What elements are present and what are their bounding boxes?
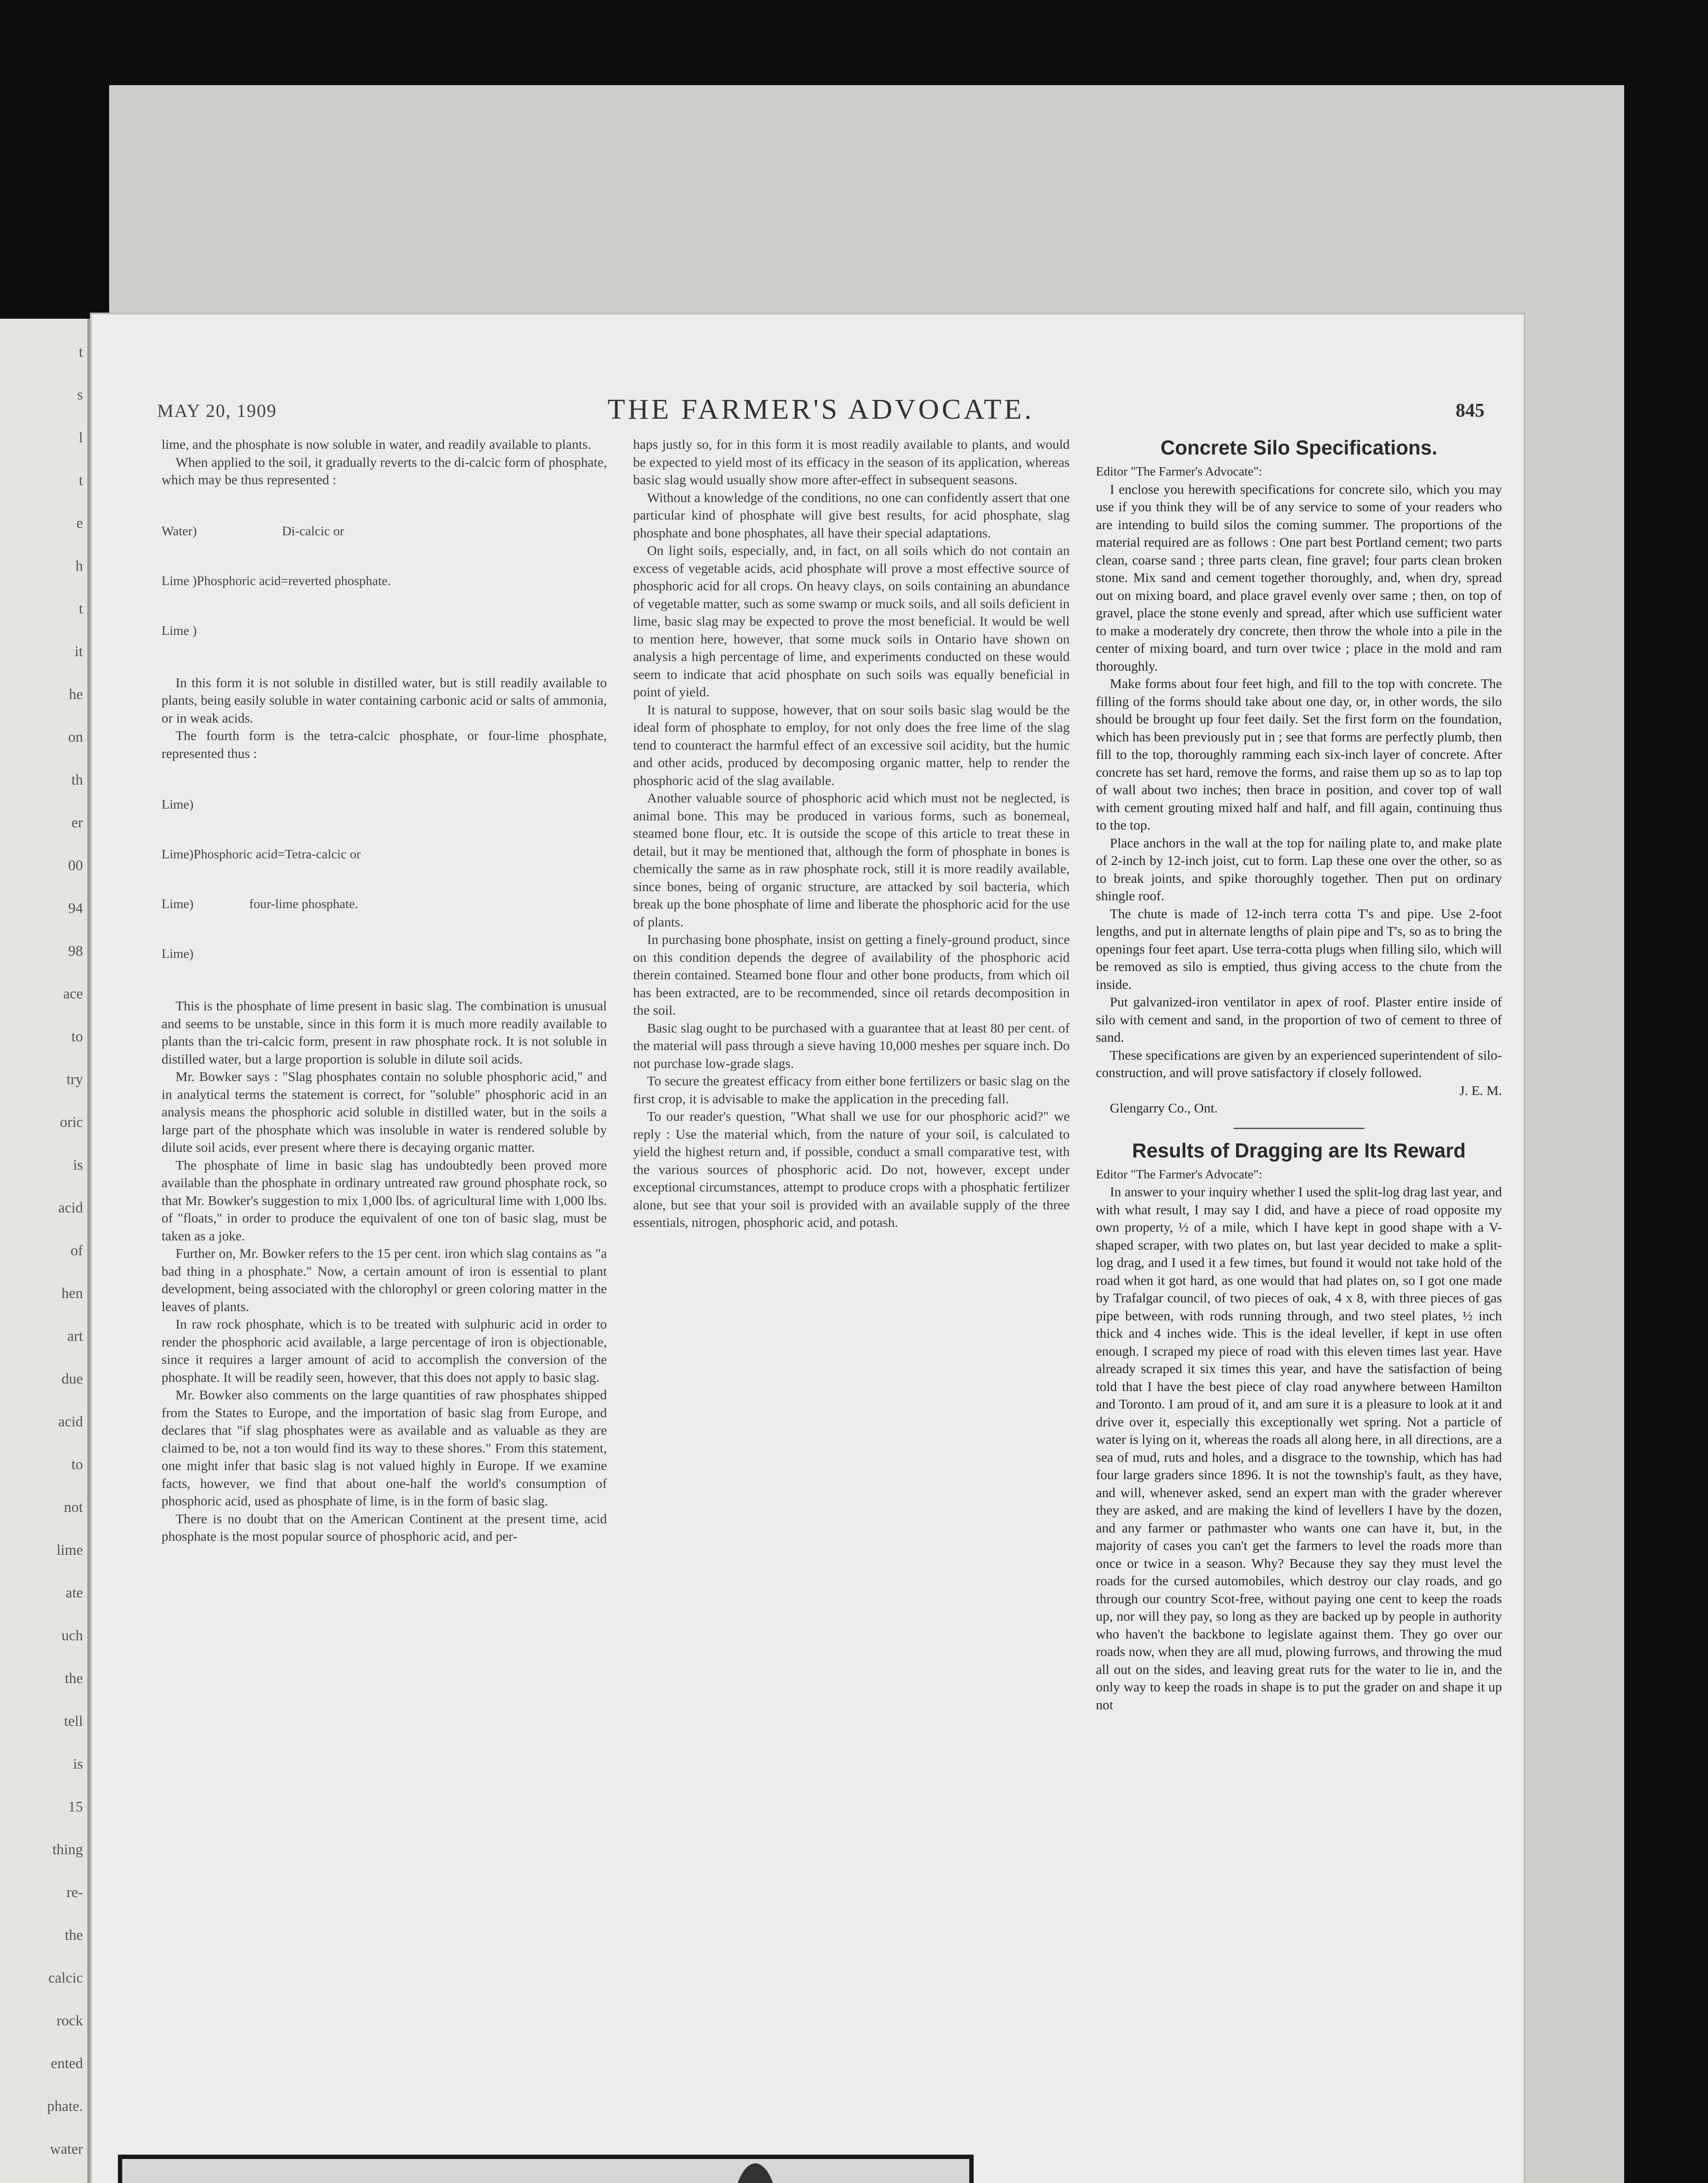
paragraph: This is the phosphate of lime present in basic slag. The combination is unusual and seems to be unstable, since in this form it is much more readily available to plants than the tri-calcic form, present in raw phosphate rock. It is not soluble in distilled water, but a large proportion is soluble in dilute soil acids. bbox=[162, 998, 607, 1067]
paragraph: I enclose you herewith specifications for concrete silo, which you may use if you think they will be of any service to some of your readers who are intending to build silos the coming summer. The proportions of the material required are as follows : One part best Portland cement; two parts clean, coarse sand ; three parts clean, fine gravel; four parts clean broken stone. Mix sand and cement together thoroughly, and, when dry, spread out on mixing board, and place gravel evenly over same ; then, on top of gravel, place the stone evenly and spread, after which use sufficient water to make a moderately dry concrete, then throw the whole into a pile in the center of mixing board, and turn over twice ; place in the mold and ram thoroughly. bbox=[1096, 481, 1502, 674]
paragraph: There is no doubt that on the American Continent at the present time, acid phosphate is the most popular source of phosphoric acid, and per- bbox=[162, 1511, 607, 1544]
paragraph: Make forms about four feet high, and fill to the top with concrete. The filling of the forms should take about one day, or, in other words, the silo should be brought up four feet daily. Set the first form on the foundation, which has been previously put in ; see that forms are perfectly plumb, then fill to the top, thoroughly ramming each six-inch layer of concrete. After concrete has set hard, remove the forms, and raise them up so as to lap top of wall about two inches; then brace in position, and cover top of wall with cement grouting mixed half and half, and fill again, continuing thus to the top. bbox=[1096, 676, 1502, 833]
paragraph: Basic slag ought to be purchased with a guarantee that at least 80 per cent. of the material will pass through a sieve having 10,000 meshes per square inch. Do not purchase low-grade slags. bbox=[633, 1020, 1070, 1071]
margin-fragment: s bbox=[77, 387, 83, 403]
article-heading-silo: Concrete Silo Specifications. bbox=[1160, 436, 1437, 459]
paragraph: Place anchors in the wall at the top for nailing plate to, and make plate of 2-inch by 12-inch joist, cut to form. Lap these one over the other, so as to break joints, and spike thoroughly together. Then put on ordinary shingle roof. bbox=[1096, 835, 1502, 903]
margin-fragment: 98 bbox=[68, 943, 83, 959]
paragraph: Mr. Bowker also comments on the large quantities of raw phosphates shipped from the States to Europe, and the importation of basic slag from Europe, and declares that "if slag phosphates were as available and as valuable as they are claimed to be, not a ton would find its way to these shores." From this statement, one might infer that basic slag is not valued highly in Europe. If we examine facts, however, we find that about one-half the world's consumption of phosphoric acid, used as phosphate of lime, is in the form of basic slag. bbox=[162, 1387, 607, 1508]
paragraph: Further on, Mr. Bowker refers to the 15 per cent. iron which slag contains as "a bad thing in a phosphate." Now, a certain amount of iron is essential to plant development, being associated with the chlorophyl or green coloring matter in the leaves of plants. bbox=[162, 1246, 607, 1314]
margin-fragment: oric bbox=[60, 1114, 83, 1130]
paragraph: In raw rock phosphate, which is to be treated with sulphuric acid in order to render the phosphoric acid available, a large percentage of iron is objectionable, since it requires a larger amount of acid to accomplish the conversion of the phosphate. It will be readily seen, however, that this does not apply to basic slag. bbox=[162, 1316, 607, 1385]
margin-fragment: l bbox=[79, 430, 83, 446]
formula-line: Lime) bbox=[162, 797, 194, 812]
place-line: Glengarry Co., Ont. bbox=[1110, 1100, 1218, 1116]
formula-tetracalcic bbox=[162, 763, 607, 995]
margin-fragment: on bbox=[68, 729, 83, 745]
margin-fragment: of bbox=[70, 1243, 83, 1259]
paragraph: The fourth form is the tetra-calcic phosphate, or four-lime phosphate, represented thus : bbox=[162, 728, 607, 761]
editor-line: Editor "The Farmer's Advocate": bbox=[1096, 1167, 1262, 1181]
margin-fragment: the bbox=[65, 1927, 83, 1943]
paragraph: To our reader's question, "What shall we use for our phosphoric acid?" we reply : Use the material which, from the nature of your soil, is calculated to yield the highest return and, if possible, conduct a small comparative test, with the various sources of phosphoric acid. Do not, however, except under exceptional circumstances, attempt to produce crops with a phosphatic fertilizer alone, but see that your soil is provided with an available supply of the three essentials, nitrogen, phosphoric acid, and potash. bbox=[633, 1109, 1070, 1230]
page-number: 845 bbox=[1456, 399, 1484, 421]
newspaper-page bbox=[92, 314, 1524, 2183]
margin-fragment: to bbox=[71, 1456, 83, 1473]
paragraph: When applied to the soil, it gradually reverts to the di-calcic form of phosphate, which may be thus represented : bbox=[162, 454, 607, 487]
margin-fragment: calcic bbox=[48, 1970, 83, 1986]
margin-fragment: uch bbox=[61, 1628, 83, 1644]
article-heading-dragging: Results of Dragging are Its Reward bbox=[1132, 1139, 1466, 1162]
paragraph: In purchasing bone phosphate, insist on getting a finely-ground product, since on this condition depends the degree of availability of the phosphoric acid therein contained. Steamed bone flour and other bone products, from which oil has been extracted, are to be recommended, since oil retards decomposition in the soil. bbox=[633, 932, 1070, 1018]
margin-fragment: ace bbox=[63, 986, 83, 1002]
signature: J. E. M. bbox=[1459, 1082, 1502, 1098]
margin-fragment: lime bbox=[56, 1542, 83, 1558]
margin-fragment: ate bbox=[65, 1585, 83, 1601]
margin-fragment: the bbox=[65, 1670, 83, 1687]
editor-line: Editor "The Farmer's Advocate": bbox=[1096, 465, 1262, 479]
column-3 bbox=[1096, 436, 1502, 1714]
page-header bbox=[157, 393, 1484, 428]
paragraph: In this form it is not soluble in distilled water, but is still readily available to plants, being easily soluble in water containing carbonic acid or salts of ammonia, or in weak acids. bbox=[162, 675, 607, 726]
margin-fragment: he bbox=[69, 686, 83, 702]
margin-fragment: 00 bbox=[68, 857, 83, 874]
paragraph: To secure the greatest efficacy from either bone fertilizers or basic slag on the first crop, it is advisable to make the application in the preceding fall. bbox=[633, 1073, 1070, 1106]
paragraph: haps justly so, for in this form it is most readily available to plants, and would be expected to yield most of its efficacy in the season of its application, whereas basic slag would usually show more after-effect in subsequent seasons. bbox=[633, 437, 1070, 487]
margin-fragment: not bbox=[64, 1499, 83, 1515]
margin-fragment: try bbox=[66, 1071, 83, 1088]
formula-line: Lime) bbox=[162, 947, 194, 961]
column-1 bbox=[162, 436, 607, 1546]
paragraph: The phosphate of lime in basic slag has undoubtedly been proved more available than the phosphate in ordinary untreated raw ground phosphate rock, so that Mr. Bowker's suggestion to mix 1,000 lbs. of agricultural lime with 1,000 lbs. of "floats," in order to produce the equivalent of one ton of basic slag, must be taken as a joke. bbox=[162, 1157, 607, 1243]
paragraph: On light soils, especially, and, in fact, on all soils which do not contain an excess of vegetable acids, acid phosphate will prove a most effective source of phosphoric acid for all crops. On heavy clays, on soils containing an abundance of vegetable matter, such as some swamp or muck soils, and all soils deficient in lime, basic slag may be expected to prove the most beneficial. It would be well to mention here, however, that some muck soils in Ontario have shown on analysis a high percentage of lime, and experiments conducted on these would seem to indicate that acid phosphate on such soils was equally beneficial in point of yield. bbox=[633, 543, 1070, 699]
margin-fragment: e bbox=[76, 515, 83, 531]
paragraph: Put galvanized-iron ventilator in apex of roof. Plaster entire inside of silo with cement and sand, in the proportion of two of cement to three of sand. bbox=[1096, 994, 1502, 1045]
margin-fragment: t bbox=[79, 601, 83, 617]
margin-fragment: 15 bbox=[68, 1799, 83, 1815]
paragraph: In answer to your inquiry whether I used the split-log drag last year, and with what result, I may say I did, and have a piece of road opposite my own property, ½ of a mile, which I have kept in good shape with a V-shaped scraper, with two plates on, but last year decided to make a split-log drag, and I used it a few times, but found it would not take hold of the road when it got hard, as one would that had plates on, so I got one made by Trafalgar council, of two pieces of oak, 4 x 8, with three pieces of gas pipe between, with rods running through, and two steel plates, ½ inch thick and 4 inches wide. This is the ideal leveller, if kept in use often enough. I scraped my piece of road with this eleven times last year. Have already scraped it six times this year, and have the satisfaction of being told that I have the best piece of clay road anywhere between Hamilton and Toronto. I am proud of it, and am sure it is a pleasure to look at it and drive over it, especially this exceptionally wet spring. Not a particle of water is lying on it, whereas the roads all along here, in all directions, are a sea of mud, ruts and holes, and a disgrace to the township, which has had four large graders since 1896. It is not the township's fault, as they have, and will, whenever asked, send an expert man with the grader wherever they are asked, and are making the kind of levellers I have by the dozen, and any farmer or pathmaster who wants one can have it, but, in the majority of cases you can't get the farmers to level the roads more than once or twice in a season. Why? Because they say they must level the roads for the cursed automobiles, which destroy our clay roads, and go through our country Scot-free, without paying one cent to keep the roads up, nor will they pay, so long as they are backed up by people in authority who haven't the backbone to legislate against them. They go over our roads now, when they are all mud, plowing furrows, and throwing the mud all out on the sides, and leaving great ruts for the water to lie in, and the only way to keep the roads in shape is to put the grader on and shape it up not bbox=[1096, 1184, 1502, 1712]
margin-fragment: th bbox=[71, 772, 83, 788]
margin-fragment: er bbox=[71, 815, 83, 831]
margin-fragment: t bbox=[79, 344, 83, 360]
divider bbox=[1233, 1128, 1364, 1129]
margin-fragment: is bbox=[73, 1756, 83, 1772]
formula-line: Lime)Phosphoric acid=Tetra-calcic or bbox=[162, 847, 361, 861]
formula-line: Lime ) bbox=[162, 623, 197, 638]
margin-fragment: acid bbox=[58, 1414, 83, 1430]
margin-fragment: re- bbox=[66, 1884, 83, 1901]
paragraph: Without a knowledge of the conditions, no one can confidently assert that one particular kind of phosphate will give best results, for acid phosphate, slag phosphate and bone phosphates, all have their special adaptations. bbox=[633, 489, 1070, 541]
margin-fragment: t bbox=[79, 472, 83, 489]
margin-fragment: 94 bbox=[68, 900, 83, 916]
margin-fragment: it bbox=[75, 644, 83, 660]
margin-fragment: water bbox=[50, 2141, 83, 2157]
margin-fragment: is bbox=[73, 1157, 83, 1173]
margin-fragment: ented bbox=[51, 2056, 83, 2072]
paragraph: Another valuable source of phosphoric acid which must not be neglected, is animal bone. This may be produced in various forms, such as bonemeal, steamed bone flour, etc. It is outside the scope of this article to treat these in detail, but it may be mentioned that, although the form of phosphate in bones is chemically the same as in raw phosphate rock, still it is more readily available, since bones, being of organic structure, are attacked by soil bacteria, which break up the bone phosphate of lime and liberate the phosphoric acid for the use of plants. bbox=[633, 790, 1070, 930]
photo-image bbox=[118, 2155, 974, 2183]
paragraph: It is natural to suppose, however, that on sour soils basic slag would be the ideal form of phosphate to employ, for not only does the free lime of the slag tend to counteract the harmful effect of an excessive soil acidity, but the humic and other acids, produced by decomposing organic matter, help to render the phosphoric acid of the slag available. bbox=[633, 702, 1070, 788]
paragraph: Mr. Bowker says : "Slag phosphates contain no soluble phosphoric acid," and in analytical terms the statement is correct, for "soluble" phosphoric acid in an analysis means the phosphoric acid soluble in distilled water, but in the soils a large part of the phosphate which was insoluble in water is rendered soluble by dilute soil acids, ever present where there is decaying organic matter. bbox=[162, 1069, 607, 1155]
formula-line: Water) Di-calcic or bbox=[162, 523, 344, 538]
paragraph: lime, and the phosphate is now soluble in water, and readily available to plants. bbox=[162, 437, 591, 452]
column-2 bbox=[633, 436, 1070, 1232]
paragraph: These specifications are given by an experienced superintendent of silo-construction, and will prove satisfactory if closely followed. bbox=[1096, 1047, 1502, 1080]
formula-dicalcic bbox=[162, 490, 607, 672]
margin-fragment: hen bbox=[61, 1285, 83, 1302]
margin-fragment: art bbox=[67, 1328, 83, 1344]
signature-line bbox=[1096, 1082, 1502, 1100]
margin-fragment: to bbox=[71, 1029, 83, 1045]
formula-line: Lime) four-lime phosphate. bbox=[162, 897, 358, 911]
left-page-edge bbox=[0, 319, 90, 2183]
margin-fragment: thing bbox=[52, 1842, 83, 1858]
masthead-title: THE FARMER'S ADVOCATE. bbox=[607, 393, 1034, 425]
margin-fragment: due bbox=[61, 1371, 83, 1387]
cattle-photograph bbox=[118, 2155, 974, 2183]
issue-date: MAY 20, 1909 bbox=[157, 401, 277, 421]
margin-fragment: phate. bbox=[47, 2098, 83, 2114]
margin-fragment: acid bbox=[58, 1200, 83, 1216]
margin-fragment: tell bbox=[64, 1713, 83, 1729]
margin-fragment: h bbox=[76, 558, 83, 574]
paragraph: The chute is made of 12-inch terra cotta T's and pipe. Use 2-foot lengths, and put in alternate lengths of plain pipe and T's, so as to bring the openings four feet apart. Use terra-cotta plugs when filling silo, which will be removed as silo is emptied, thus giving access to the chute from the inside. bbox=[1096, 906, 1502, 992]
formula-line: Lime )Phosphoric acid=reverted phosphate. bbox=[162, 573, 391, 588]
margin-fragment: rock bbox=[56, 2013, 83, 2029]
